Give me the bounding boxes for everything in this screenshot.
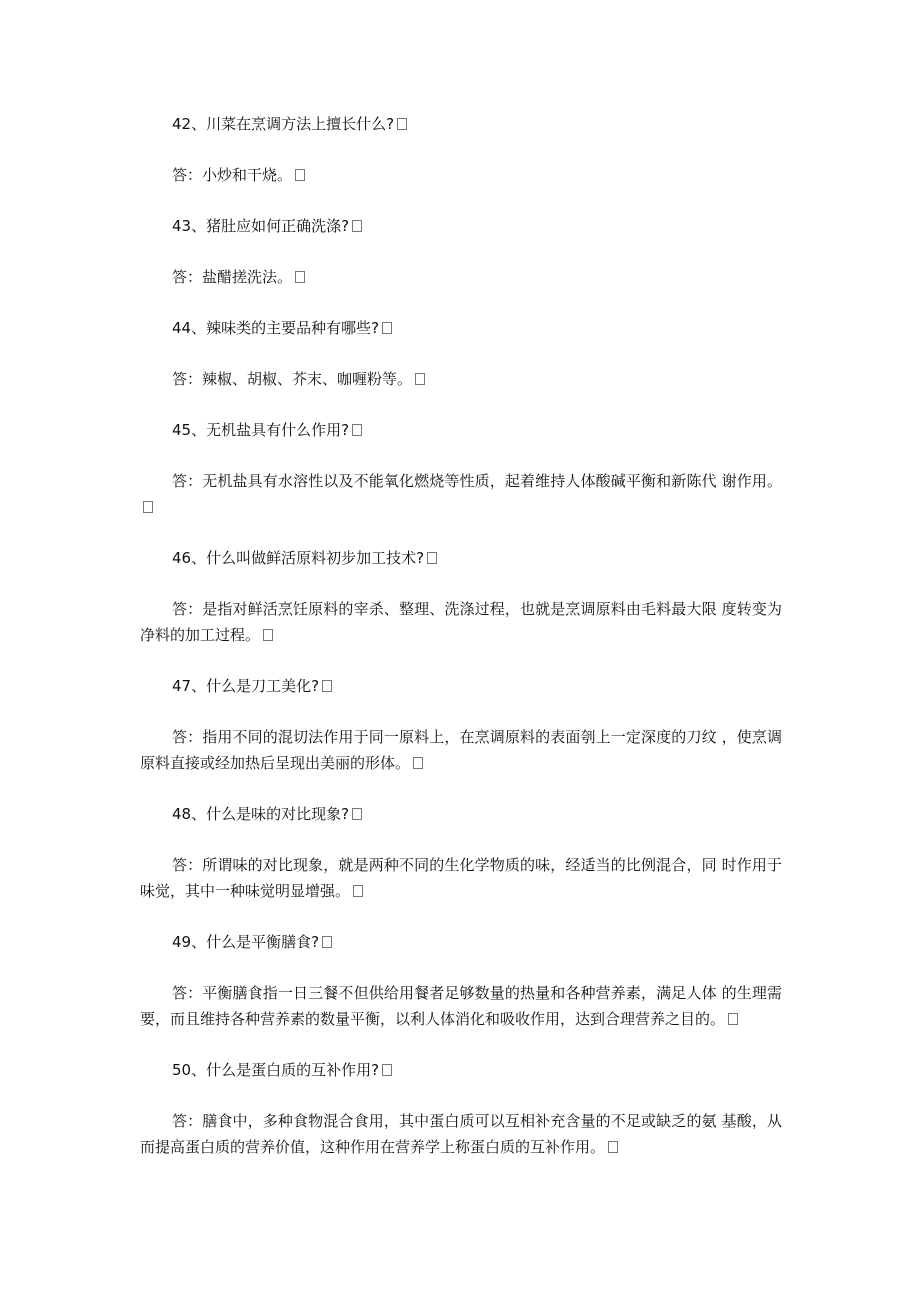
answer-text: 答：指用不同的混切法作用于同一原料上，在烹调原料的表面刳上一定深度的刀纹 ，使烹调原料直接或经加热后呈现出美丽的形体。 <box>140 728 782 772</box>
placeholder-box-icon <box>382 1064 392 1076</box>
answer-text: 答：辣椒、胡椒、芥末、咖喱粉等。 <box>140 366 782 392</box>
question-text: 44、辣味类的主要品种有哪些? <box>140 315 782 341</box>
placeholder-box-icon <box>322 680 332 692</box>
question-text: 48、什么是味的对比现象? <box>140 801 782 827</box>
qa-item-44 <box>140 315 782 392</box>
question-text: 45、无机盐具有什么作用? <box>140 417 782 443</box>
placeholder-box-icon <box>608 1141 618 1153</box>
placeholder-box-icon <box>295 169 305 181</box>
placeholder-box-icon <box>322 936 332 948</box>
answer-text: 答：膳食中，多种食物混合食用，其中蛋白质可以互相补充含量的不足或缺乏的氨 基酸，从而提高蛋白质的营养价值，这种作用在营养学上称蛋白质的互补作用。 <box>140 1112 782 1156</box>
placeholder-box-icon <box>143 501 153 513</box>
question-text: 50、什么是蛋白质的互补作用? <box>140 1057 782 1083</box>
placeholder-box-icon <box>352 220 362 232</box>
question-text: 43、猪肚应如何正确洗涤? <box>140 213 782 239</box>
question-text: 49、什么是平衡膳食? <box>140 929 782 955</box>
placeholder-box-icon <box>352 808 362 820</box>
placeholder-box-icon <box>353 885 363 897</box>
qa-item-48 <box>140 801 782 904</box>
answer-text: 答：小炒和干烧。 <box>140 162 782 188</box>
qa-item-42 <box>140 111 782 188</box>
placeholder-box-icon <box>382 322 392 334</box>
qa-item-46 <box>140 545 782 648</box>
answer-text: 答：盐醋搓洗法。 <box>140 264 782 290</box>
qa-item-50 <box>140 1057 782 1160</box>
qa-item-43 <box>140 213 782 290</box>
question-text: 46、什么叫做鲜活原料初步加工技术? <box>140 545 782 571</box>
answer-text: 答：平衡膳食指一日三餐不但供给用餐者足够数量的热量和各种营养素，满足人体 的生理需 要，而且维持各种营养素的数量平衡，以利人体消化和吸收作用，达到合理营养之目的。 <box>140 984 782 1028</box>
placeholder-box-icon <box>352 424 362 436</box>
placeholder-box-icon <box>728 1013 738 1025</box>
answer-text: 答：无机盐具有水溶性以及不能氧化燃烧等性质，起着维持人体酸碱平衡和新陈代 谢作用。 <box>140 468 782 520</box>
qa-item-45 <box>140 417 782 520</box>
placeholder-box-icon <box>397 118 407 130</box>
placeholder-box-icon <box>295 271 305 283</box>
placeholder-box-icon <box>413 757 423 769</box>
qa-item-49 <box>140 929 782 1032</box>
placeholder-box-icon <box>263 629 273 641</box>
question-text: 42、川菜在烹调方法上擅长什么? <box>140 111 782 137</box>
document-page <box>140 111 782 1160</box>
question-text: 47、什么是刀工美化? <box>140 673 782 699</box>
answer-text: 答：所谓味的对比现象，就是两种不同的生化学物质的味，经适当的比例混合，同 时作用于味觉，其中一种味觉明显增强。 <box>140 856 782 900</box>
placeholder-box-icon <box>427 552 437 564</box>
qa-item-47 <box>140 673 782 776</box>
answer-text: 答：是指对鲜活烹饪原料的宰杀、整理、洗涤过程，也就是烹调原料由毛料最大限 度转变为净料的加工过程。 <box>140 600 782 644</box>
placeholder-box-icon <box>415 373 425 385</box>
